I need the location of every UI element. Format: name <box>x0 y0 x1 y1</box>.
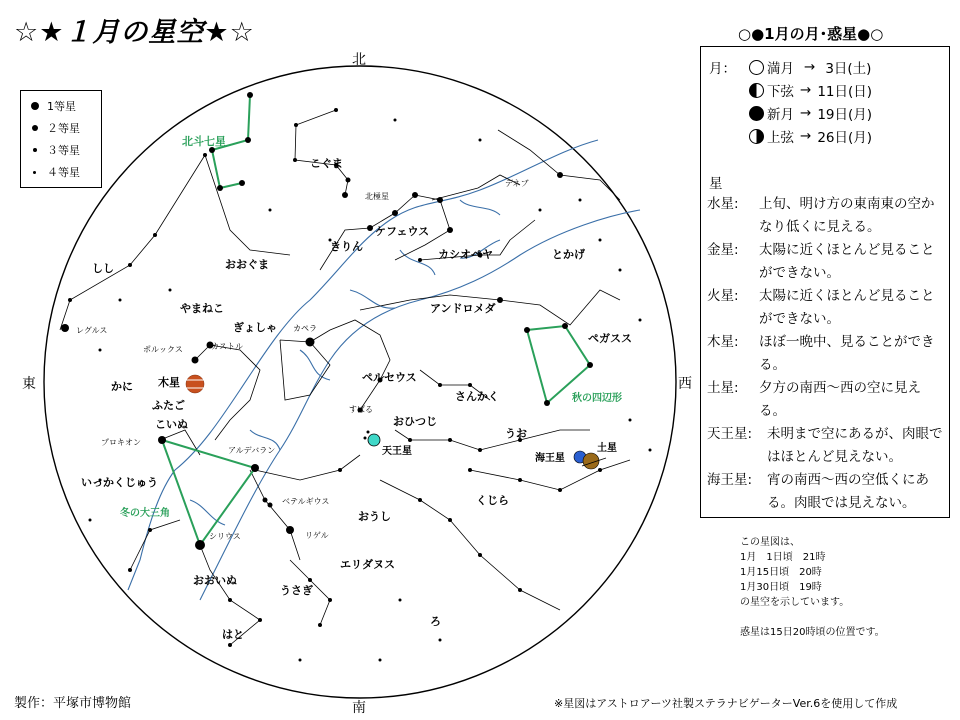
note-line: 1月 1日頃 21時 <box>740 552 826 563</box>
planet-section-title: ○●1月の月･惑星●○ <box>738 25 884 43</box>
label-deneb: デネブ <box>505 179 529 188</box>
planet-row <box>707 469 947 515</box>
label-saturn: 土星 <box>597 443 617 454</box>
uranus-marker <box>368 434 380 446</box>
stars <box>61 92 652 662</box>
moon-phase-row <box>749 80 872 100</box>
page-title: ☆★１月の星空★☆ <box>14 17 255 48</box>
label-pollux: ポルックス <box>143 345 183 354</box>
planet-row <box>707 331 947 377</box>
moon-phase: 上弦 <box>767 130 794 146</box>
planet-name: 土星: <box>707 380 739 396</box>
label-lepus: うさぎ <box>280 584 313 597</box>
direction-east: 東 <box>22 376 36 392</box>
label-lynx: やまねこ <box>180 302 224 315</box>
planets-heading: 星 <box>709 176 723 192</box>
software-credit: ※星図はアストロアーツ社製ステラナビゲーターVer.6を使用して作成 <box>554 697 898 710</box>
planet-desc: 未明まで空にあるが、肉眼ではほとんど見えない。 <box>767 426 943 465</box>
asterism-lines <box>162 95 590 545</box>
label-betelgeuse: ベテルギウス <box>282 497 330 506</box>
label-auriga: ぎょしゃ <box>233 321 277 334</box>
planet-name: 海王星: <box>707 472 753 488</box>
label-jupiter: 木星 <box>158 376 180 389</box>
planet-row <box>707 193 947 239</box>
new-moon-icon <box>749 106 764 121</box>
label-koguma: こぐま <box>310 157 343 170</box>
note-line: 1月15日頃 20時 <box>740 567 822 578</box>
planet-desc: 太陽に近くほとんど見ることができない。 <box>759 242 935 281</box>
label-ursa-major: おおぐま <box>225 258 269 271</box>
label-canis-major: おおいぬ <box>193 574 237 587</box>
label-fornax: ろ <box>430 615 441 628</box>
label-pisces: うお <box>505 427 527 440</box>
label-monoceros: いっかくじゅう <box>81 476 158 489</box>
label-canis-minor: こいぬ <box>155 418 188 431</box>
label-cepheus: ケフェウス <box>375 225 430 238</box>
label-cancer: かに <box>111 380 133 393</box>
label-leo: しし <box>92 262 114 275</box>
legend-label: ４等星 <box>47 166 80 179</box>
label-gemini: ふたご <box>152 399 185 412</box>
note-line <box>740 610 885 625</box>
arrow-icon: → <box>800 128 812 144</box>
moon-phase: 満月 <box>767 61 794 77</box>
moon-date: 3日(土) <box>825 61 872 77</box>
label-winter-triangle: 冬の大三角 <box>120 508 170 519</box>
planet-row <box>707 239 947 285</box>
label-pegasus: ペガスス <box>588 332 632 345</box>
planet-desc: 太陽に近くほとんど見ることができない。 <box>759 288 935 327</box>
moon-phase-row <box>749 103 872 123</box>
last-quarter-icon <box>749 83 764 98</box>
planet-desc: ほぼ一晩中、見ることができる。 <box>759 334 935 373</box>
label-capella: カペラ <box>293 324 317 333</box>
moon-heading: 月： <box>709 61 736 77</box>
planet-desc: 夕方の南西～西の空に見える。 <box>759 380 921 419</box>
moon-date: 19日(月) <box>817 107 873 123</box>
arrow-icon: → <box>804 59 816 75</box>
planet-name: 水星: <box>707 196 739 212</box>
label-regulus: レグルス <box>76 326 108 335</box>
label-cetus: くじら <box>476 494 509 507</box>
moon-phase-row <box>749 126 872 146</box>
label-cassiopeia: カシオペヤ <box>438 248 493 261</box>
planet-row <box>707 377 947 423</box>
moon-date: 11日(日) <box>817 84 873 100</box>
label-eridanus: エリダヌス <box>340 558 395 571</box>
label-procyon: プロキオン <box>101 438 141 447</box>
label-uranus: 天王星 <box>382 446 412 457</box>
planet-name: 金星: <box>707 242 739 258</box>
label-camelopardalis: きりん <box>330 240 363 253</box>
planet-desc: 宵の南西～西の空低くにある。肉眼では見えない。 <box>767 472 929 511</box>
planet-name: 木星: <box>707 334 739 350</box>
planet-desc: 上旬、明け方の東南東の空かなり低くに見える。 <box>759 196 935 235</box>
legend-label: 1等星 <box>47 100 76 113</box>
moon-date: 26日(月) <box>817 130 873 146</box>
label-castor: カストル <box>211 342 243 351</box>
moon-phase: 下弦 <box>767 84 794 100</box>
moon-planet-info-box <box>700 46 950 518</box>
direction-south: 南 <box>352 700 366 716</box>
label-hokuto: 北斗七星 <box>182 135 226 148</box>
label-rigel: リゲル <box>305 531 329 540</box>
maker-credit: 製作：平塚市博物館 <box>14 696 132 711</box>
planet-name: 火星: <box>707 288 739 304</box>
direction-north: 北 <box>352 52 366 68</box>
label-great-square: 秋の四辺形 <box>572 393 622 404</box>
constellation-labels <box>76 134 632 641</box>
planet-row <box>707 423 947 469</box>
legend-label: ３等星 <box>47 144 80 157</box>
arrow-icon: → <box>800 105 812 121</box>
moon-phase: 新月 <box>767 107 794 123</box>
note-line: 惑星は15日20時頃の位置です。 <box>740 627 885 638</box>
legend-label: ２等星 <box>47 122 80 135</box>
label-lacerta: とかげ <box>552 248 585 261</box>
note-line: この星図は、 <box>740 537 800 548</box>
full-moon-icon <box>749 60 764 75</box>
milky-way <box>128 140 640 600</box>
jupiter-marker <box>186 375 204 393</box>
label-columba: はと <box>222 628 244 641</box>
arrow-icon: → <box>800 82 812 98</box>
label-aries: おひつじ <box>393 415 437 428</box>
direction-west: 西 <box>678 376 692 392</box>
first-quarter-icon <box>749 129 764 144</box>
label-andromeda: アンドロメダ <box>430 302 496 315</box>
planet-row <box>707 285 947 331</box>
horizon-circle <box>44 66 676 698</box>
planet-name: 天王星: <box>707 426 753 442</box>
note-line: 1月30日頃 19時 <box>740 582 822 593</box>
label-sirius: シリウス <box>209 532 241 541</box>
label-pleiades: すばる <box>349 405 373 414</box>
label-taurus: おうし <box>358 510 391 523</box>
label-polaris: 北極星 <box>365 192 389 201</box>
label-aldebaran: アルデバラン <box>228 446 276 455</box>
note-line: の星空を示しています。 <box>740 597 850 608</box>
moon-phase-row <box>749 57 871 77</box>
chart-notes <box>740 535 885 640</box>
label-perseus: ペルセウス <box>362 371 417 384</box>
label-neptune: 海王星 <box>535 453 565 464</box>
label-triangulum: さんかく <box>455 390 499 403</box>
